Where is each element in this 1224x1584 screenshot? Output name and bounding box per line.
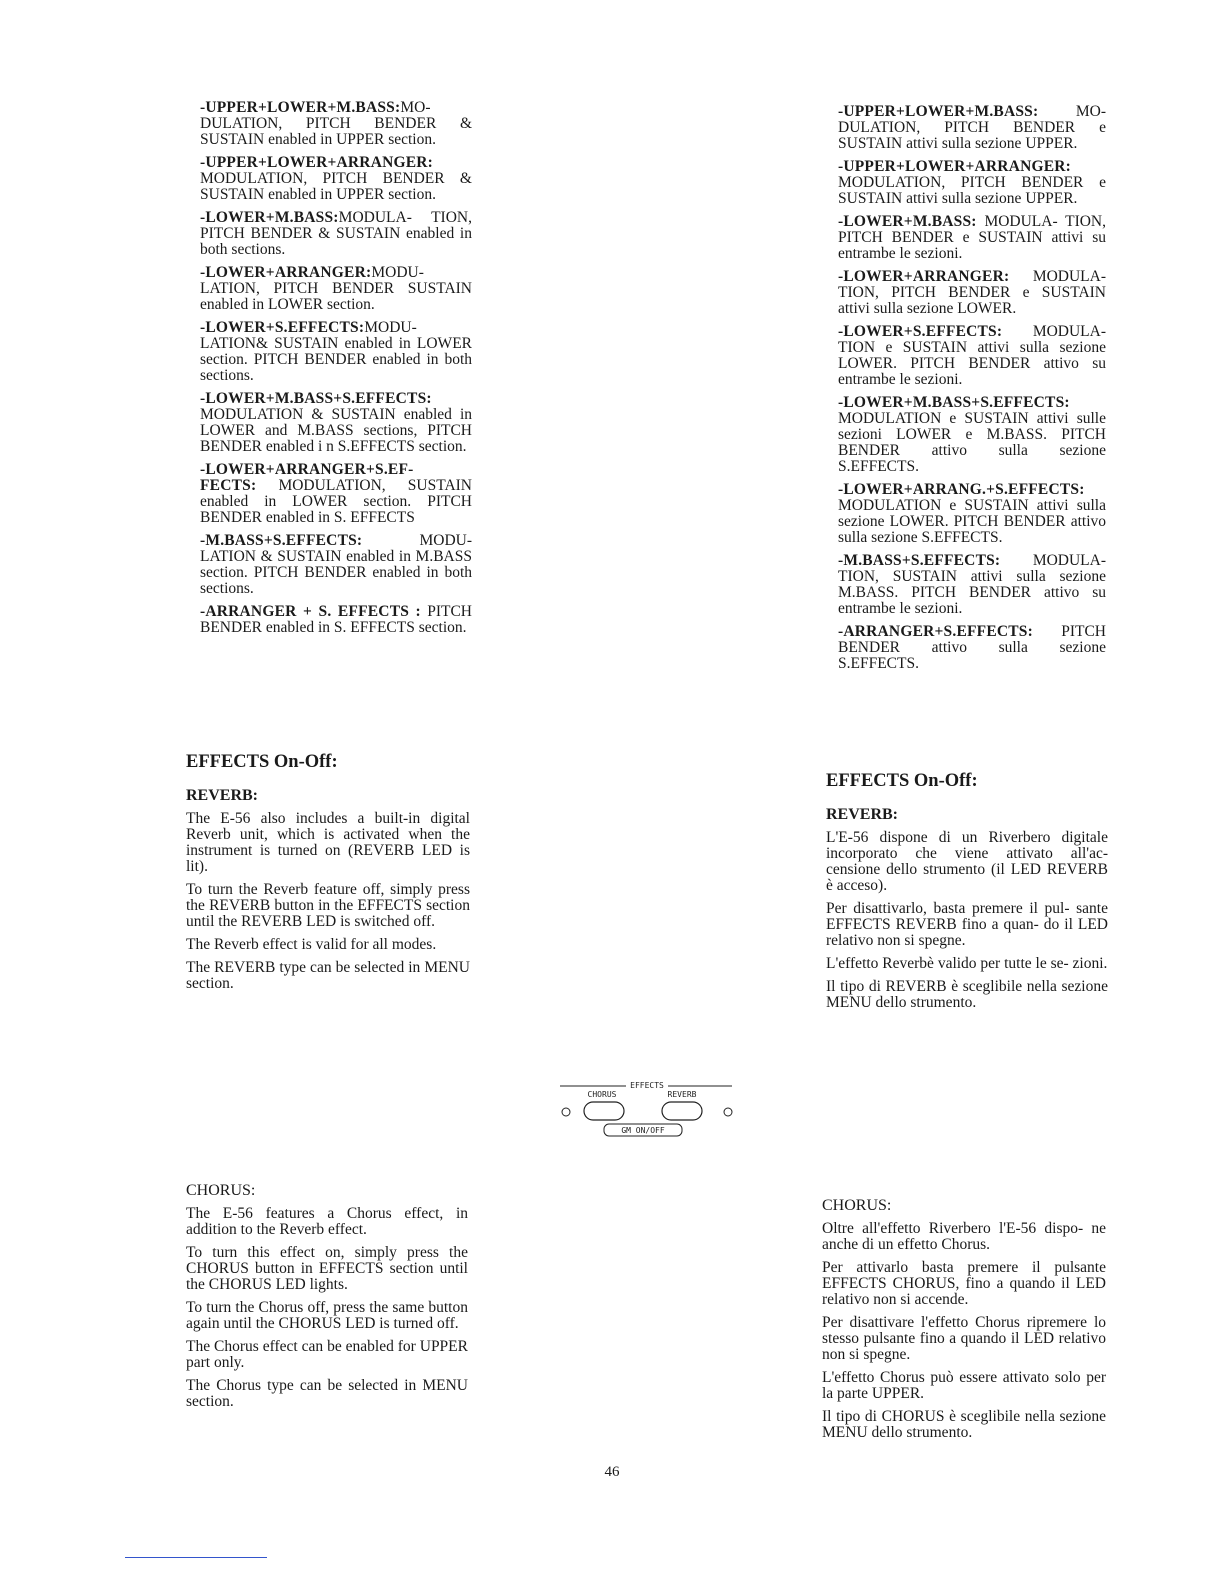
paragraph: The Chorus effect can be enabled for UPPER part only. (186, 1338, 468, 1371)
list-item: -LOWER+M.BASS+S.EFFECTS: MODULATION e SUSTAIN attivi sulle sezioni LOWER e M.BASS. PITCH BENDER attivo sulla sezione S.EFFECTS. (838, 394, 1106, 475)
footnote-divider (125, 1557, 267, 1558)
list-item: -ARRANGER+S.EFFECTS: PITCH BENDER attivo sulla sezione S.EFFECTS. (838, 623, 1106, 672)
list-item: -LOWER+ARRANGER:MODU- LATION, PITCH BENDER SUSTAIN enabled in LOWER section. (200, 264, 472, 313)
paragraph: L'effetto Reverbè valido per tutte le se- zioni. (826, 955, 1108, 972)
right-effects-section (826, 771, 1108, 1018)
paragraph: To turn the Chorus off, press the same button again until the CHORUS LED is turned off. (186, 1299, 468, 1332)
chorus-led-icon (562, 1108, 570, 1116)
paragraph: Per disattivarlo, basta premere il pul- sante EFFECTS REVERB fino a quan- do il LED relativo non si spegne. (826, 900, 1108, 949)
reverb-label: REVERB (667, 1090, 697, 1099)
reverb-button (662, 1102, 702, 1120)
paragraph: The Reverb effect is valid for all modes. (186, 936, 437, 953)
list-item: -LOWER+S.EFFECTS:MODU- LATION& SUSTAIN enabled in LOWER section. PITCH BENDER enabled in both sections. (200, 319, 472, 384)
gm-label: GM ON/OFF (621, 1126, 665, 1135)
list-item: -UPPER+LOWER+ARRANGER: MODULATION, PITCH BENDER & SUSTAIN enabled in UPPER section. (200, 154, 472, 203)
chorus-button (584, 1102, 624, 1120)
list-item: -LOWER+M.BASS: MODULA- TION, PITCH BENDER e SUSTAIN attivi su entrambe le sezioni. (838, 213, 1106, 262)
paragraph: Il tipo di CHORUS è sceglibile nella sezione MENU dello strumento. (822, 1408, 1106, 1441)
paragraph: L'E-56 dispone di un Riverbero digitale incorporato che viene attivato all'ac- censione dello strumento (il LED REVERB è acceso). (826, 829, 1108, 894)
right-mode-list (838, 104, 1106, 679)
list-item: -LOWER+S.EFFECTS: MODULA- TION e SUSTAIN attivi sulla sezione LOWER. PITCH BENDER attivo su entrambe le sezioni. (838, 323, 1106, 388)
effects-panel-svg (556, 1080, 736, 1142)
paragraph: The Chorus type can be selected in MENU section. (186, 1377, 468, 1410)
list-item: -LOWER+M.BASS+S.EFFECTS: MODULATION & SUSTAIN enabled in LOWER and M.BASS sections, PITCH BENDER enabled i n S.EFFECTS section. (200, 390, 472, 455)
reverb-heading: REVERB: (826, 806, 899, 823)
paragraph: To turn this effect on, simply press the CHORUS button in EFFECTS section until the CHORUS LED lights. (186, 1244, 468, 1293)
list-item: -ARRANGER + S. EFFECTS : PITCH BENDER enabled in S. EFFECTS section. (200, 603, 473, 636)
list-item: -LOWER+M.BASS:MODULA- TION, PITCH BENDER & SUSTAIN enabled in both sections. (200, 209, 472, 258)
left-mode-list (200, 100, 472, 643)
chorus-heading: CHORUS: (822, 1197, 892, 1214)
list-item: -UPPER+LOWER+M.BASS: MO- DULATION, PITCH BENDER e SUSTAIN attivi sulla sezione UPPER. (838, 103, 1106, 152)
list-item: -LOWER+ARRANGER+S.EF- FECTS: MODULATION, SUSTAIN enabled in LOWER section. PITCH BENDER enabled in S. EFFECTS (200, 461, 472, 526)
reverb-led-icon (724, 1108, 732, 1116)
paragraph: Per attivarlo basta premere il pulsante EFFECTS CHORUS, fino a quando il LED relativo non si accende. (822, 1259, 1106, 1308)
paragraph: Oltre all'effetto Riverbero l'E-56 dispo- ne anche di un effetto Chorus. (822, 1220, 1106, 1253)
chorus-label: CHORUS (587, 1090, 617, 1099)
left-effects-section (186, 752, 470, 999)
paragraph: The REVERB type can be selected in MENU section. (186, 959, 470, 992)
right-chorus-section (822, 1197, 1106, 1448)
effects-panel-diagram (556, 1080, 736, 1142)
list-item: -M.BASS+S.EFFECTS: MODULA- TION, SUSTAIN attivi sulla sezione M.BASS. PITCH BENDER attivo su entrambe le sezioni. (838, 552, 1106, 617)
left-chorus-section (186, 1182, 468, 1417)
paragraph: Per disattivare l'effetto Chorus ripremere lo stesso pulsante fino a quando il LED relativo non si spegne. (822, 1314, 1106, 1363)
list-item: -M.BASS+S.EFFECTS: MODU- LATION & SUSTAIN enabled in M.BASS section. PITCH BENDER enabled in both sections. (200, 532, 472, 597)
paragraph: To turn the Reverb feature off, simply press the REVERB button in the EFFECTS section until the REVERB LED is switched off. (186, 881, 470, 930)
paragraph: The E-56 also includes a built-in digital Reverb unit, which is activated when the instrument is turned on (REVERB LED is lit). (186, 810, 470, 875)
list-item: -LOWER+ARRANG.+S.EFFECTS: MODULATION e SUSTAIN attivi sulla sezione LOWER. PITCH BENDER attivo sulla sezione S.EFFECTS. (838, 481, 1106, 546)
list-item: -LOWER+ARRANGER: MODULA- TION, PITCH BENDER e SUSTAIN attivi sulla sezione LOWER. (838, 268, 1106, 317)
reverb-heading: REVERB: (186, 787, 259, 804)
effects-heading: EFFECTS On-Off: (826, 771, 978, 791)
effects-heading: EFFECTS On-Off: (186, 752, 338, 772)
paragraph: Il tipo di REVERB è sceglibile nella sezione MENU dello strumento. (826, 978, 1108, 1011)
list-item: -UPPER+LOWER+ARRANGER: MODULATION, PITCH BENDER e SUSTAIN attivi sulla sezione UPPER. (838, 158, 1106, 207)
page-number: 46 (604, 1464, 620, 1480)
paragraph: The E-56 features a Chorus effect, in addition to the Reverb effect. (186, 1205, 468, 1238)
list-item: -UPPER+LOWER+M.BASS:MO- DULATION, PITCH BENDER & SUSTAIN enabled in UPPER section. (200, 99, 472, 148)
chorus-heading: CHORUS: (186, 1182, 256, 1199)
paragraph: L'effetto Chorus può essere attivato solo per la parte UPPER. (822, 1369, 1106, 1402)
panel-title: EFFECTS (630, 1081, 664, 1090)
